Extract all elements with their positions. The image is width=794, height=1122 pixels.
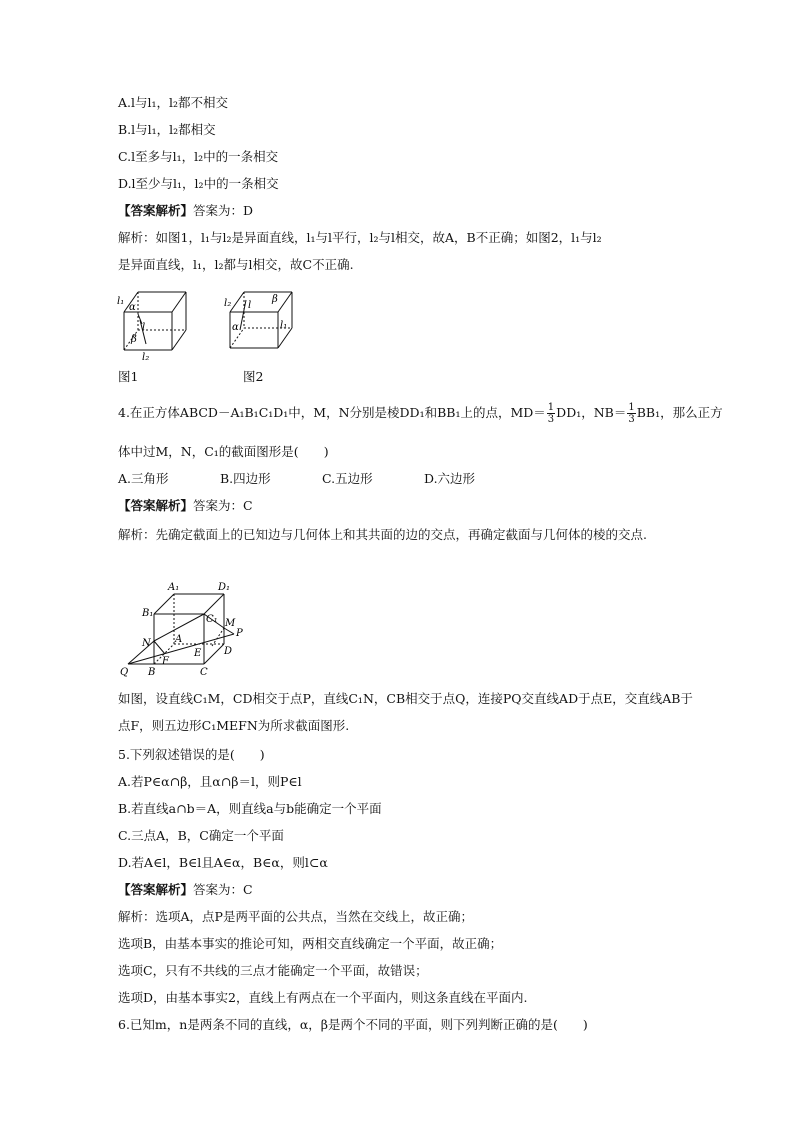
fig3-label-B1: B₁ [142,608,154,619]
q4-options [118,470,526,488]
q3-answer [118,202,253,220]
q5-option-b: B.若直线a∩b＝A，则直线a与b能确定一个平面 [118,801,382,816]
q4-option-d: D.六边形 [424,471,476,486]
answer-label: 【答案解析】 [118,203,194,218]
fig3-label-D1: D₁ [218,582,231,593]
q5-option-d: D.若A∈l，B∈l且A∈α，B∈α，则l⊂α [118,855,328,870]
fraction-one-third-2: $\frac{1}{3}$ [628,402,635,425]
q4-text-line1 [118,402,723,425]
fig3-label-C1: C₁ [206,614,218,625]
q5-analysis-1: 解析：选项A，点P是两平面的公共点，当然在交线上，故正确； [118,909,473,924]
answer-label: 【答案解析】 [118,882,194,897]
fig3-label-E: E [194,648,202,659]
q5-text: 5.下列叙述错误的是( ) [118,747,265,762]
fig1-label-l1: l₁ [117,296,125,307]
fig3-label-F: F [162,656,169,667]
q5-analysis-2: 选项B，由基本事实的推论可知，两相交直线确定一个平面，故正确； [118,936,503,951]
answer-value: 答案为：C [193,498,253,513]
figure-1-cube [116,284,196,362]
fig2-label-l: l [248,300,252,311]
q4-option-c: C.五边形 [322,471,373,486]
q3-option-b: B.l与l₁，l₂都相交 [118,122,216,137]
answer-value: 答案为：D [193,203,254,218]
fig2-label-alpha: α [232,322,239,333]
q3-analysis-line1: 解析：如图1，l₁与l₂是异面直线，l₁与l平行，l₂与l相交，故A，B不正确；如图2，l₁与l₂ [118,230,602,245]
fig2-label-l1: l₁ [280,320,288,331]
q4-option-a: A.三角形 [118,471,169,486]
answer-label: 【答案解析】 [118,498,194,513]
fig3-label-A1: A₁ [168,582,180,593]
figure-2-cube [222,284,302,354]
q6-text: 6.已知m，n是两条不同的直线，α，β是两个不同的平面，则下列判断正确的是( ) [118,1017,588,1032]
fig3-label-P: P [236,628,243,639]
q4-explanation: 如图，设直线C₁M，CD相交于点P，直线C₁N，CB相交于点Q，连接PQ交直线AD于点E，交直线AB于点F，则五边形C₁MEFN为所求截面图形. [118,691,693,733]
q5-analysis-3: 选项C，只有不共线的三点才能确定一个平面，故错误； [118,963,428,978]
fig1-label-beta: β [131,334,137,345]
fig3-label-N: N [142,638,151,649]
figure-3-cube-section [118,576,248,682]
fraction-one-third: $\frac{1}{3}$ [547,402,555,425]
fig1-label-l2: l₂ [142,352,150,362]
q4-option-b: B.四边形 [220,471,271,486]
fig2-label-beta: β [272,294,278,305]
fig3-label-D: D [224,646,233,657]
fig3-label-Q: Q [120,667,129,678]
q5-option-c: C.三点A，B，C确定一个平面 [118,828,284,843]
q4-text-part1: 4.在正方体ABCD－A₁B₁C₁D₁中，M，N分别是棱DD₁和BB₁上的点，MD＝ [118,405,546,420]
q4-text-part2: DD₁，NB＝ [556,405,627,420]
q3-option-c: C.l至多与l₁，l₂中的一条相交 [118,149,279,164]
fig3-label-A: A [175,634,183,645]
q3-analysis-line2: 是异面直线，l₁，l₂都与l相交，故C不正确. [118,257,354,272]
q3-option-d: D.l至少与l₁，l₂中的一条相交 [118,176,279,191]
fig3-label-C: C [200,667,208,678]
q5-option-a: A.若P∈α∩β，且α∩β＝l，则P∈l [118,774,302,789]
q4-text-part3: BB₁，那么正方 [636,405,723,420]
q5-answer [118,881,253,899]
fig3-label-M: M [225,618,236,629]
fig1-label-l: l [142,322,146,333]
answer-value: 答案为：C [193,882,253,897]
q4-text-line2: 体中过M，N，C₁的截面图形是( ) [118,444,329,459]
q4-answer [118,497,253,515]
q3-option-a: A.l与l₁，l₂都不相交 [118,95,229,110]
fig2-label-l2: l₂ [224,298,232,309]
figure-2-caption: 图2 [243,369,264,384]
fig3-label-B: B [148,667,156,678]
fig1-label-alpha: α [129,302,136,313]
q5-analysis-4: 选项D，由基本事实2，直线上有两点在一个平面内，则这条直线在平面内. [118,990,528,1005]
figure-1-caption: 图1 [118,369,139,384]
q4-analysis: 解析：先确定截面上的已知边与几何体上和其共面的边的交点，再确定截面与几何体的棱的交点. [118,527,647,542]
